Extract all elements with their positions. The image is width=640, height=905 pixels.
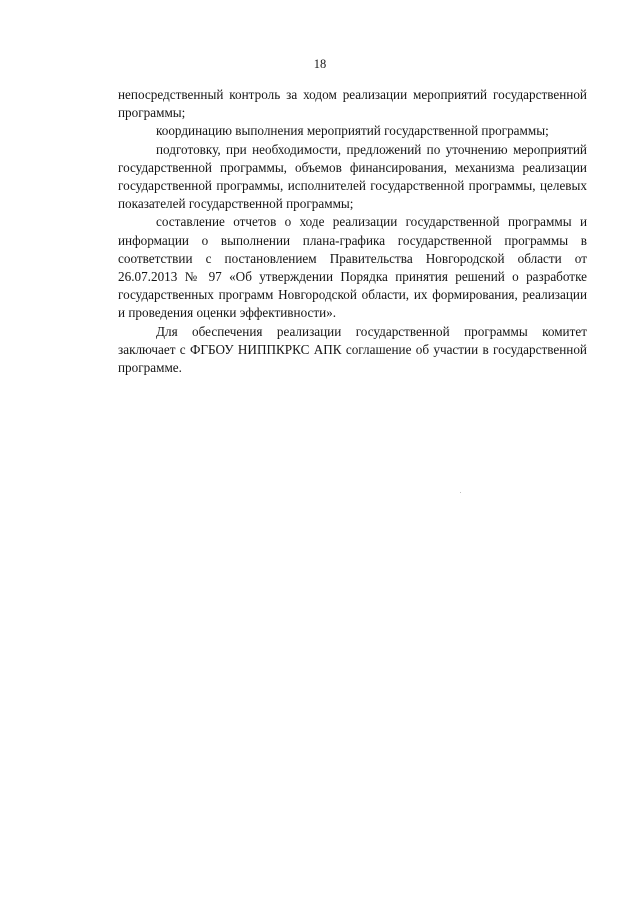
paragraph-control: непосредственный контроль за ходом реализации мероприятий государственной программы; <box>118 87 587 121</box>
page-number: 18 <box>313 57 327 71</box>
paragraph-agreement: Для обеспечения реализации государственной программы комитет заключает с ФГБОУ НИППКРКС АПК соглашение об участии в государственной программе. <box>118 323 587 376</box>
paragraph-reporting: составление отчетов о ходе реализации государственной программы и информации о выполнении плана-графика государственной программы в соответствии с постановлением Правительства Новгородской области от 26.07.2013 № 97 «Об утверждении Порядка принятия решений о разработке государственных программ Новгородской области, их формирования, реализации и проведения оценки эффективности». <box>118 214 587 321</box>
paragraph-coordination: координацию выполнения мероприятий государственной программы; <box>156 123 549 139</box>
scan-speck <box>460 492 461 493</box>
paragraph-preparation: подготовку, при необходимости, предложений по уточнению мероприятий государственной программы, объемов финансирования, механизма реализации государственной программы, исполнителей государственной программы, целевых показателей государственной программы; <box>118 141 587 212</box>
document-body <box>118 86 587 377</box>
